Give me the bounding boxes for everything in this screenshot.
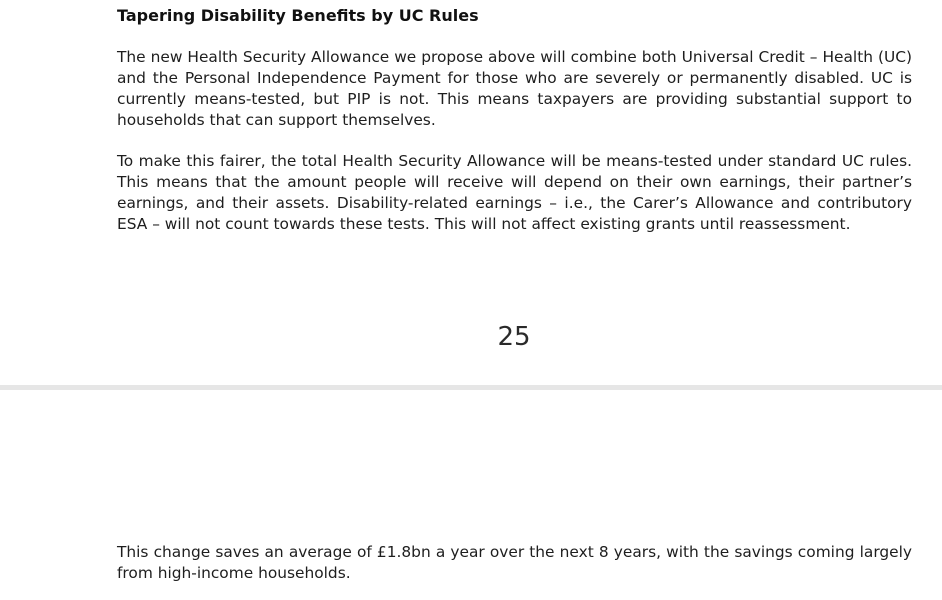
paragraph: The new Health Security Allowance we propose above will combine both Universal Credit – Health (UC) and the Personal Independence Payment for those who are severely or permanently disabled. UC is currently means-tested, but PIP is not. This means taxpayers are providing substantial support to households that can support themselves. — [117, 48, 912, 129]
paragraph: This change saves an average of £1.8bn a year over the next 8 years, with the savings coming largely from high-income households. — [117, 543, 912, 582]
page-number: 25 — [497, 322, 531, 352]
paragraph: To make this fairer, the total Health Security Allowance will be means-tested under standard UC rules. This means that the amount people will receive will depend on their own earnings, their partner’s earnings, and their assets. Disability-related earnings – i.e., the Carer’s Allowance and contributory ESA – will not count towards these tests. This will not affect existing grants until reassessment. — [117, 152, 912, 233]
section-heading: Tapering Disability Benefits by UC Rules — [117, 6, 479, 25]
page-26 — [0, 390, 942, 600]
